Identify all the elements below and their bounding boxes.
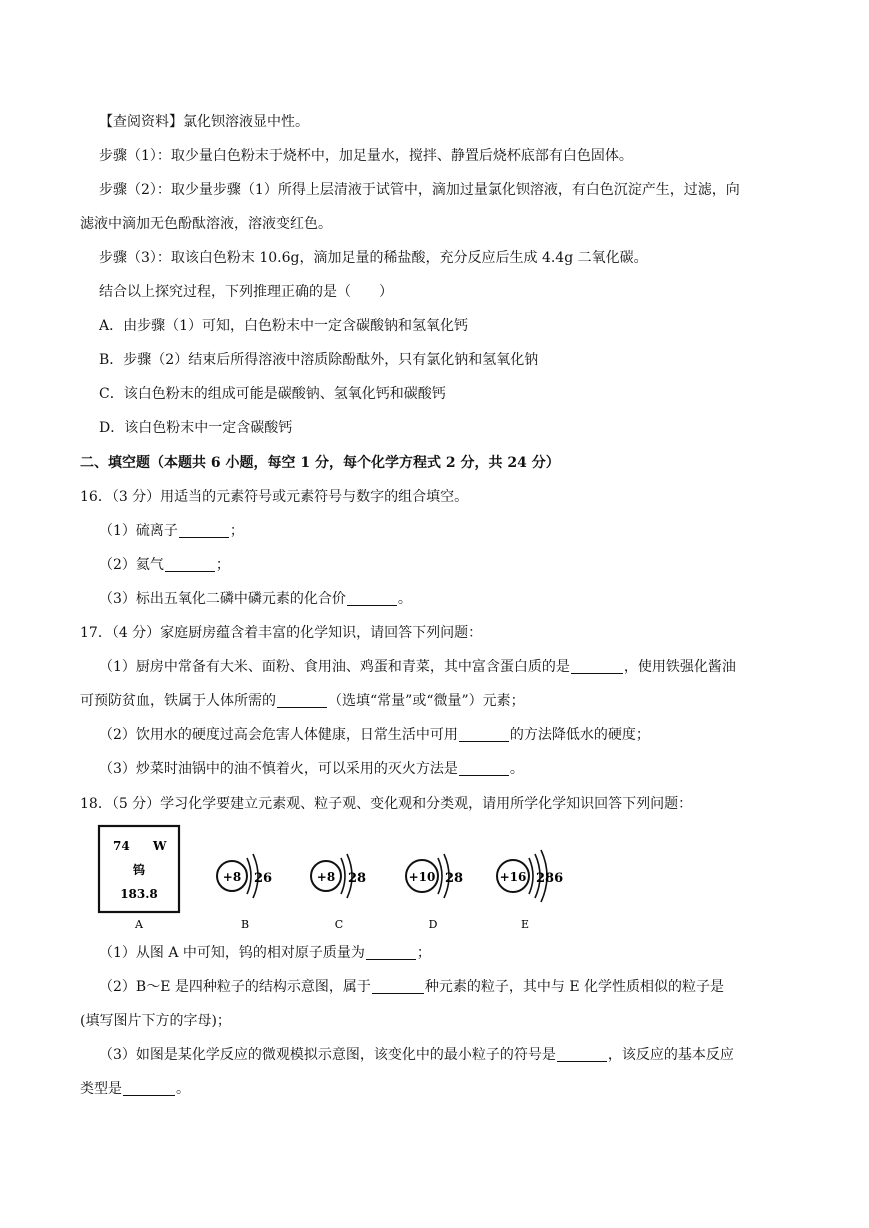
nucleus-charge: +16 <box>499 870 527 884</box>
q17-part-1-line-1 <box>99 657 736 677</box>
nucleus-charge: +10 <box>408 870 436 884</box>
q17-part-1-text: （1）厨房中常备有大米、面粉、食用油、鸡蛋和青菜，其中富含蛋白质的是 <box>99 659 570 675</box>
figure-label-d: D <box>428 918 438 931</box>
step-3: 步骤（3）：取该白色粉末 10.6g，滴加足量的稀盐酸，充分反应后生成 4.4g 二氧化碳。 <box>99 250 648 266</box>
q16-stem: 16．（3 分）用适当的元素符号或元素符号与数字的组合填空。 <box>80 489 469 505</box>
electron-counts: 28 <box>445 871 464 886</box>
q18-stem: 18．（5 分）学习化学要建立元素观、粒子观、变化观和分类观，请用所学化学知识回答下列问题： <box>80 796 693 812</box>
punctuation: ； <box>416 945 431 961</box>
punctuation: 。 <box>509 761 524 777</box>
q16-part-2 <box>99 555 230 575</box>
q17-stem: 17．（4 分）家庭厨房蕴含着丰富的化学知识，请回答下列问题： <box>80 625 483 641</box>
q17-part-3 <box>99 759 524 779</box>
q16-part-2-text: （2）氦气 <box>99 557 164 573</box>
q16-part-1 <box>99 521 244 541</box>
answer-blank[interactable] <box>571 659 623 674</box>
answer-blank[interactable] <box>347 591 397 606</box>
q17-part-1-line-2 <box>80 691 525 711</box>
option-a: A．由步骤（1）可知，白色粉末中一定含碳酸钠和氢氧化钙 <box>99 318 469 334</box>
answer-blank[interactable] <box>179 523 229 538</box>
particle-b-diagram <box>217 854 272 898</box>
answer-blank[interactable] <box>459 761 509 776</box>
q17-part-2 <box>99 725 650 745</box>
answer-blank[interactable] <box>557 1047 607 1062</box>
lookup-material: 【查阅资料】氯化钡溶液显中性。 <box>99 114 309 130</box>
q16-part-3 <box>99 589 412 609</box>
atomic-mass: 183.8 <box>120 887 158 901</box>
answer-blank[interactable] <box>165 557 215 572</box>
particle-c-diagram <box>311 854 366 898</box>
q17-part-1-text-cont: ，使用铁强化酱油 <box>623 659 736 675</box>
q17-part-1-text-2: 可预防贫血，铁属于人体所需的 <box>80 693 276 709</box>
option-d: D．该白色粉末中一定含碳酸钙 <box>99 420 293 436</box>
figure-label-c: C <box>334 918 344 931</box>
element-symbol: W <box>153 839 167 853</box>
electron-counts: 286 <box>536 871 564 886</box>
section-heading: 二、填空题（本题共 6 小题，每空 1 分，每个化学方程式 2 分，共 24 分） <box>80 455 560 471</box>
question-15-prompt: 结合以上探究过程，下列推理正确的是（ ） <box>99 284 393 300</box>
particle-d-diagram <box>406 854 463 898</box>
step-2-line-2: 滤液中滴加无色酚酞溶液，溶液变红色。 <box>80 216 332 232</box>
q17-part-3-text: （3）炒菜时油锅中的油不慎着火，可以采用的灭火方法是 <box>99 761 458 777</box>
element-name: 钨 <box>132 863 146 877</box>
q18-part-1-text: （1）从图 A 中可知，钨的相对原子质量为 <box>99 945 365 961</box>
q18-part-3-line-1 <box>99 1045 734 1065</box>
electron-counts: 28 <box>348 871 367 886</box>
q17-part-2-text-cont: 的方法降低水的硬度； <box>509 727 650 743</box>
atomic-number: 74 <box>113 839 130 853</box>
q18-part-2-line-2: (填写图片下方的字母)； <box>80 1013 231 1029</box>
answer-blank[interactable] <box>123 1081 175 1096</box>
q18-part-1 <box>99 943 431 963</box>
q16-part-3-text: （3）标出五氧化二磷中磷元素的化合价 <box>99 591 346 607</box>
option-b: B．步骤（2）结束后所得溶液中溶质除酚酞外，只有氯化钠和氢氧化钠 <box>99 352 539 368</box>
electron-counts: 26 <box>254 871 273 886</box>
q18-part-3-text: （3）如图是某化学反应的微观模拟示意图，该变化中的最小粒子的符号是 <box>99 1047 556 1063</box>
q18-figure <box>95 822 575 934</box>
q17-part-2-text: （2）饮用水的硬度过高会危害人体健康，日常生活中可用 <box>99 727 458 743</box>
punctuation: ； <box>229 523 244 539</box>
punctuation: 。 <box>176 1081 190 1097</box>
particle-e-diagram <box>497 850 563 902</box>
punctuation: 。 <box>397 591 412 607</box>
figure-label-a: A <box>135 918 143 931</box>
q17-part-1-text-3: （选填“常量”或“微量”）元素； <box>328 693 525 709</box>
step-1: 步骤（1）：取少量白色粉末于烧杯中，加足量水，搅拌、静置后烧杯底部有白色固体。 <box>99 148 633 164</box>
q18-part-2-line-1 <box>99 977 724 997</box>
step-2-line-1: 步骤（2）：取少量步骤（1）所得上层清液于试管中，滴加过量氯化钡溶液，有白色沉淀产生，过滤，向 <box>99 182 740 198</box>
punctuation: ； <box>215 557 230 573</box>
nucleus-charge: +8 <box>316 870 336 884</box>
answer-blank[interactable] <box>366 945 416 960</box>
q18-part-2-text-cont: 种元素的粒子，其中与 E 化学性质相似的粒子是 <box>424 979 724 995</box>
answer-blank[interactable] <box>459 727 509 742</box>
option-c: C．该白色粉末的组成可能是碳酸钠、氢氧化钙和碳酸钙 <box>99 386 446 402</box>
figure-label-e: E <box>520 918 530 931</box>
q18-part-3-text-2: 类型是 <box>80 1081 122 1097</box>
q18-part-2-text: （2）B～E 是四种粒子的结构示意图，属于 <box>99 979 371 995</box>
nucleus-charge: +8 <box>222 870 242 884</box>
answer-blank[interactable] <box>372 979 424 994</box>
q18-part-3-line-2 <box>80 1079 190 1099</box>
figure-label-b: B <box>240 918 250 931</box>
answer-blank[interactable] <box>277 693 327 708</box>
q18-part-3-text-cont: ，该反应的基本反应 <box>607 1047 734 1063</box>
element-box-tungsten <box>99 826 179 912</box>
q16-part-1-text: （1）硫离子 <box>99 523 178 539</box>
